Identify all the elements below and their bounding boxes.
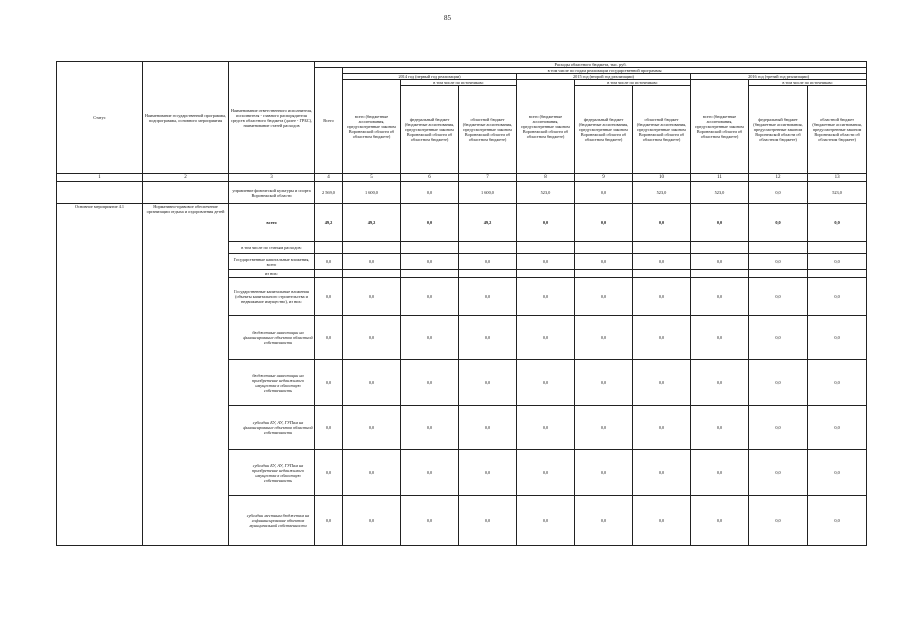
value-cell: 0,0 bbox=[315, 360, 343, 406]
value-cell: 0,0 bbox=[401, 450, 459, 496]
value-cell: 0,0 bbox=[575, 316, 633, 360]
row-label: из них: bbox=[229, 270, 315, 278]
col-number: 7 bbox=[459, 174, 517, 182]
value-cell: 0,0 bbox=[401, 406, 459, 450]
value-cell: 0,0 bbox=[808, 496, 867, 546]
value-cell: 0,0 bbox=[459, 360, 517, 406]
col-number: 11 bbox=[691, 174, 749, 182]
header-expenses: Расходы областного бюджета, тыс. руб. bbox=[315, 62, 867, 68]
col-number: 5 bbox=[343, 174, 401, 182]
year-2015-col-total: всего (бюджетные ассигнования, предусмотренные законом Воронежской области об областном бюджете) bbox=[517, 80, 575, 174]
col-number: 4 bbox=[315, 174, 343, 182]
value-cell: 0,0 bbox=[575, 450, 633, 496]
value-cell: 0,0 bbox=[633, 406, 691, 450]
col-number: 3 bbox=[229, 174, 315, 182]
row-label: субсидии местным бюджетам на софинансирование объектов муниципальной собственности bbox=[229, 496, 315, 546]
col-number: 9 bbox=[575, 174, 633, 182]
year-2016-header: 2016 год (третий год реализации) bbox=[691, 74, 867, 80]
value-cell: 0,0 bbox=[315, 496, 343, 546]
value-cell: 0,0 bbox=[633, 450, 691, 496]
year-2015-col-federal: федеральный бюджет (бюджетные ассигнования, предусмотренные законом Воронежской области об областном бюджете) bbox=[575, 86, 633, 174]
value-cell: 523,0 bbox=[691, 182, 749, 204]
value-cell: 49,2 bbox=[315, 204, 343, 242]
header-total: Всего bbox=[315, 68, 343, 174]
row-label: субсидии БУ, АУ, ГУПам на финансирование объектов областной собственности bbox=[229, 406, 315, 450]
col-number: 12 bbox=[749, 174, 808, 182]
measure-name: Нормативно-правовое обеспечение организации отдыха и оздоровления детей bbox=[143, 204, 229, 546]
value-cell: 49,2 bbox=[343, 204, 401, 242]
table-row bbox=[57, 204, 867, 242]
department-label: управление физической культуры и спорта Воронежской области bbox=[229, 182, 315, 204]
col-number: 2 bbox=[143, 174, 229, 182]
value-cell: 0,0 bbox=[575, 496, 633, 546]
value-cell: 0,0 bbox=[459, 406, 517, 450]
empty-cell bbox=[57, 182, 143, 204]
value-cell: 0,0 bbox=[517, 406, 575, 450]
year-2014-col-regional: областной бюджет (бюджетные ассигнования, предусмотренные законом Воронежской области об областном бюджете) bbox=[459, 86, 517, 174]
value-cell: 0,0 bbox=[633, 496, 691, 546]
value-cell: 0,0 bbox=[633, 204, 691, 242]
col-number: 6 bbox=[401, 174, 459, 182]
value-cell: 0,0 bbox=[459, 450, 517, 496]
year-2016-col-total: всего (бюджетные ассигнования, предусмотренные законом Воронежской области об областном бюджете) bbox=[691, 80, 749, 174]
value-cell: 1 600,0 bbox=[343, 182, 401, 204]
budget-table bbox=[56, 61, 867, 546]
year-2014-sources: в том числе по источникам: bbox=[401, 80, 517, 86]
col-number: 1 bbox=[57, 174, 143, 182]
value-cell: 0,0 bbox=[315, 278, 343, 316]
row-label: Государственные капитальные вложения, всего bbox=[229, 254, 315, 270]
value-cell: 0,0 bbox=[808, 450, 867, 496]
value-cell: 0,0 bbox=[749, 450, 808, 496]
col-number: 10 bbox=[633, 174, 691, 182]
col-number: 8 bbox=[517, 174, 575, 182]
col-number: 13 bbox=[808, 174, 867, 182]
value-cell: 0,0 bbox=[749, 182, 808, 204]
value-cell: 0,0 bbox=[691, 316, 749, 360]
value-cell: 0,0 bbox=[691, 278, 749, 316]
value-cell: 0,0 bbox=[633, 316, 691, 360]
value-cell: 0,0 bbox=[808, 254, 867, 270]
value-cell: 0,0 bbox=[691, 406, 749, 450]
year-2015-sources: в том числе по источникам: bbox=[575, 80, 691, 86]
value-cell: 0,0 bbox=[401, 278, 459, 316]
value-cell: 0,0 bbox=[633, 278, 691, 316]
value-cell: 0,0 bbox=[517, 204, 575, 242]
year-2016-sources: в том числе по источникам: bbox=[749, 80, 867, 86]
value-cell: 0,0 bbox=[749, 254, 808, 270]
value-cell: 0,0 bbox=[315, 406, 343, 450]
value-cell: 0,0 bbox=[808, 204, 867, 242]
value-cell: 0,0 bbox=[401, 182, 459, 204]
value-cell: 0,0 bbox=[459, 254, 517, 270]
value-cell: 0,0 bbox=[575, 182, 633, 204]
header-program-name: Наименование государственной программы, подпрограммы, основного мероприятия bbox=[143, 62, 229, 174]
value-cell: 0,0 bbox=[459, 316, 517, 360]
value-cell: 0,0 bbox=[459, 278, 517, 316]
value-cell: 1 600,0 bbox=[459, 182, 517, 204]
value-cell: 0,0 bbox=[517, 316, 575, 360]
department-row bbox=[57, 182, 867, 204]
header-by-years: в том числе по годам реализации государственной программы bbox=[343, 68, 867, 74]
value-cell: 0,0 bbox=[517, 496, 575, 546]
value-cell: 0,0 bbox=[401, 360, 459, 406]
value-cell: 0,0 bbox=[575, 278, 633, 316]
value-cell: 0,0 bbox=[315, 450, 343, 496]
year-2016-col-regional: областной бюджет (бюджетные ассигнования, предусмотренные законом Воронежской области об областном бюджете) bbox=[808, 86, 867, 174]
value-cell: 0,0 bbox=[808, 406, 867, 450]
value-cell: 2 569,0 bbox=[315, 182, 343, 204]
year-2016-col-federal: федеральный бюджет (бюджетные ассигнования, предусмотренные законом Воронежской области об областном бюджете) bbox=[749, 86, 808, 174]
value-cell: 0,0 bbox=[749, 406, 808, 450]
year-2015-col-regional: областной бюджет (бюджетные ассигнования, предусмотренные законом Воронежской области об областном бюджете) bbox=[633, 86, 691, 174]
value-cell: 523,0 bbox=[633, 182, 691, 204]
header-executor: Наименование ответственного исполнителя, исполнителя - главного распорядителя средств областного бюджета (далее - ГРБС), наименование статей расходов bbox=[229, 62, 315, 174]
value-cell: 0,0 bbox=[808, 316, 867, 360]
row-label: Государственные капитальные вложения (объекты капитального строительства и недвижимое имущество), из них: bbox=[229, 278, 315, 316]
value-cell: 0,0 bbox=[517, 254, 575, 270]
value-cell: 0,0 bbox=[808, 278, 867, 316]
value-cell: 0,0 bbox=[691, 204, 749, 242]
value-cell: 0,0 bbox=[691, 496, 749, 546]
value-cell: 0,0 bbox=[749, 278, 808, 316]
value-cell: 0,0 bbox=[401, 316, 459, 360]
value-cell: 0,0 bbox=[749, 316, 808, 360]
measure-status: Основное мероприятие 4.1 bbox=[57, 204, 143, 546]
value-cell: 0,0 bbox=[575, 360, 633, 406]
header-status: Статус bbox=[57, 62, 143, 174]
row-label: субсидии БУ, АУ, ГУПам на приобретение недвижимого имущества в областную собственность bbox=[229, 450, 315, 496]
value-cell: 0,0 bbox=[517, 450, 575, 496]
value-cell: 0,0 bbox=[691, 360, 749, 406]
value-cell: 0,0 bbox=[343, 360, 401, 406]
value-cell: 0,0 bbox=[343, 406, 401, 450]
value-cell: 0,0 bbox=[315, 254, 343, 270]
value-cell: 0,0 bbox=[575, 254, 633, 270]
year-2014-col-total: всего (бюджетные ассигнования, предусмотренные законом Воронежской области об областном бюджете) bbox=[343, 80, 401, 174]
value-cell: 0,0 bbox=[749, 360, 808, 406]
column-numbers-row bbox=[57, 174, 867, 182]
row-label: бюджетные инвестиции на приобретение недвижимого имущества в областную собственность bbox=[229, 360, 315, 406]
value-cell: 0,0 bbox=[343, 450, 401, 496]
page-number: 85 bbox=[444, 14, 451, 22]
value-cell: 0,0 bbox=[575, 406, 633, 450]
value-cell: 0,0 bbox=[315, 316, 343, 360]
value-cell: 0,0 bbox=[343, 278, 401, 316]
value-cell: 0,0 bbox=[401, 204, 459, 242]
row-label: в том числе по статьям расходов: bbox=[229, 242, 315, 254]
value-cell: 0,0 bbox=[517, 360, 575, 406]
value-cell: 0,0 bbox=[517, 278, 575, 316]
value-cell: 49,2 bbox=[459, 204, 517, 242]
row-label: бюджетные инвестиции на финансирование объектов областной собственности bbox=[229, 316, 315, 360]
row-label: всего bbox=[229, 204, 315, 242]
value-cell: 0,0 bbox=[343, 254, 401, 270]
value-cell: 0,0 bbox=[459, 496, 517, 546]
value-cell: 0,0 bbox=[633, 254, 691, 270]
value-cell: 0,0 bbox=[691, 450, 749, 496]
value-cell: 0,0 bbox=[691, 254, 749, 270]
year-2014-header: 2014 год (первый год реализации) bbox=[343, 74, 517, 80]
value-cell: 0,0 bbox=[633, 360, 691, 406]
year-2015-header: 2015 год (второй год реализации) bbox=[517, 74, 691, 80]
value-cell: 523,0 bbox=[517, 182, 575, 204]
value-cell: 0,0 bbox=[575, 204, 633, 242]
value-cell: 523,0 bbox=[808, 182, 867, 204]
value-cell: 0,0 bbox=[749, 496, 808, 546]
empty-cell bbox=[143, 182, 229, 204]
value-cell: 0,0 bbox=[808, 360, 867, 406]
value-cell: 0,0 bbox=[343, 496, 401, 546]
value-cell: 0,0 bbox=[401, 496, 459, 546]
value-cell: 0,0 bbox=[343, 316, 401, 360]
value-cell: 0,0 bbox=[749, 204, 808, 242]
year-2014-col-federal: федеральный бюджет (бюджетные ассигнования, предусмотренные законом Воронежской области об областном бюджете) bbox=[401, 86, 459, 174]
value-cell: 0,0 bbox=[401, 254, 459, 270]
